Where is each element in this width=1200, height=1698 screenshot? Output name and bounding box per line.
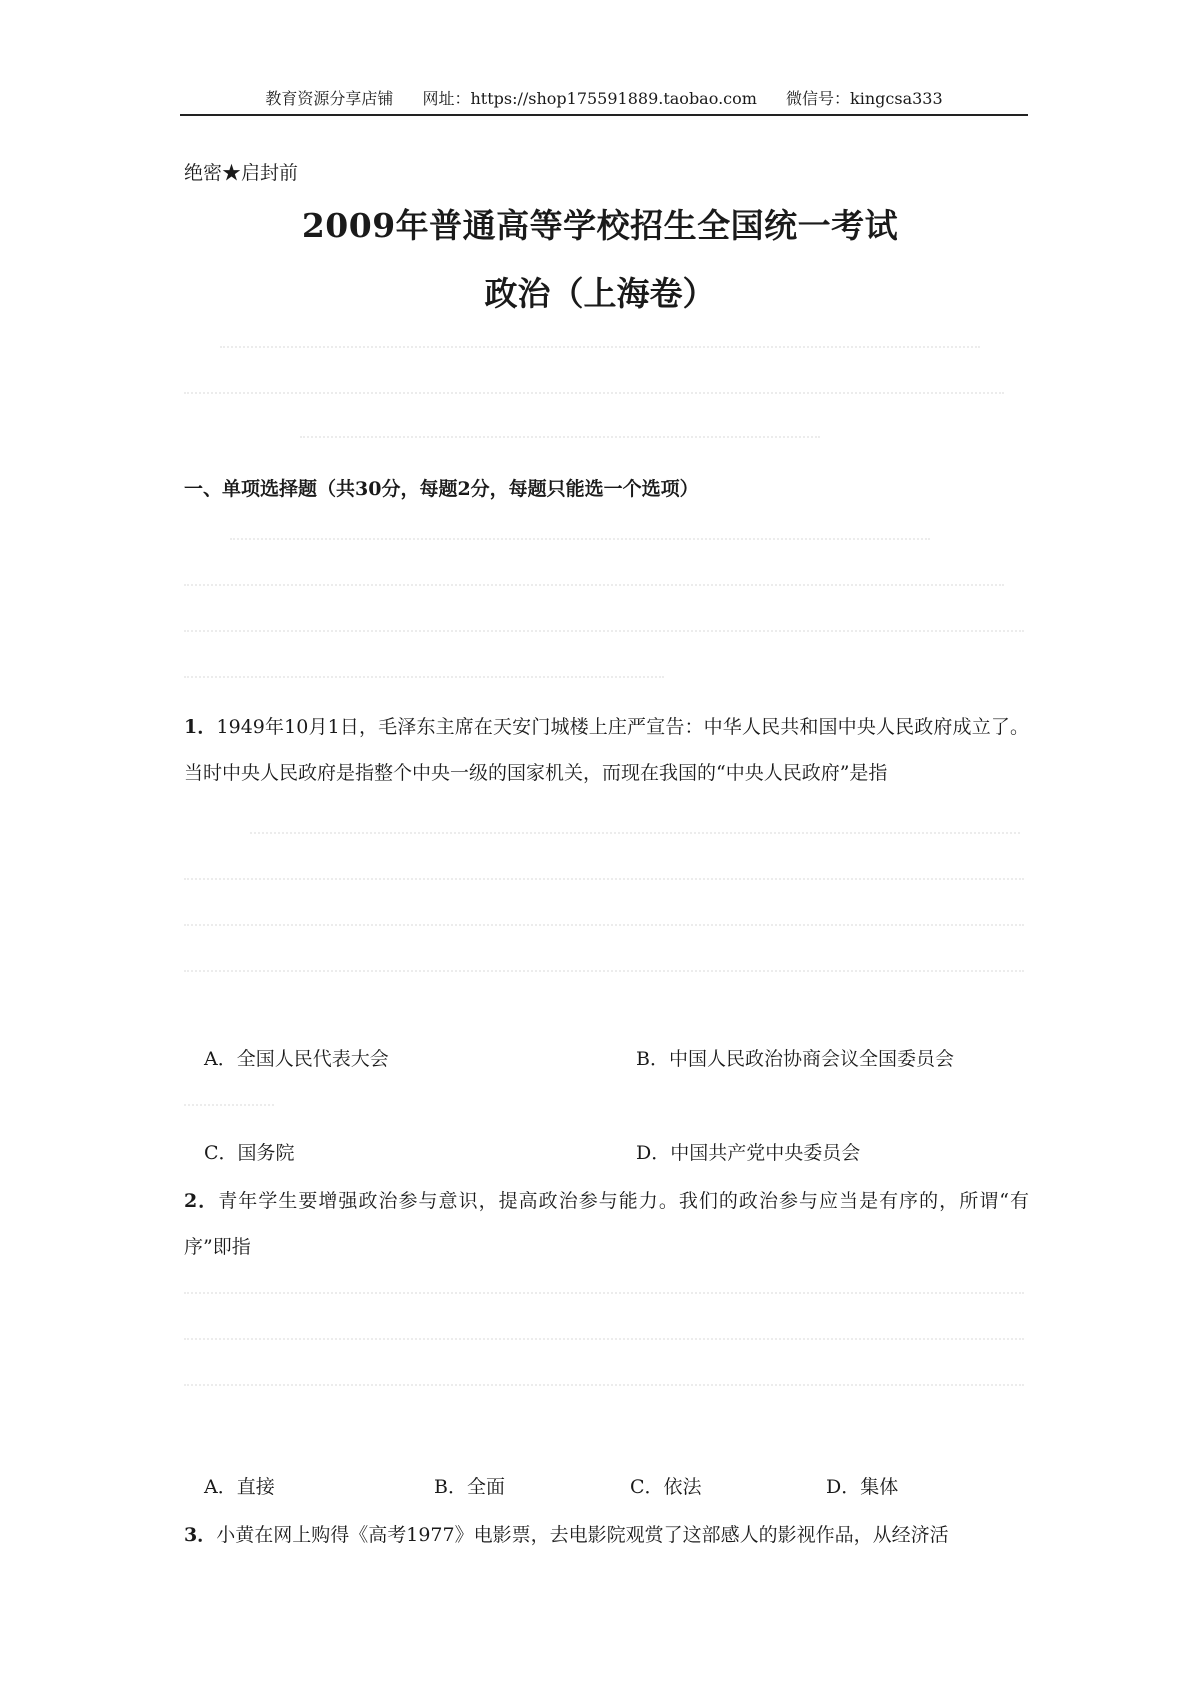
header-site: 网址：https://shop175591889.taobao.com [422, 89, 757, 108]
scan-noise [184, 1384, 1024, 1388]
scan-noise [184, 630, 1024, 634]
exam-subtitle: 政治（上海卷） [484, 274, 716, 313]
question-1 [184, 704, 1029, 796]
secret-label: 绝密★启封前 [184, 162, 299, 184]
page-header [180, 84, 1028, 116]
scan-noise [184, 1104, 274, 1108]
header-shop: 教育资源分享店铺 [265, 89, 394, 108]
scan-noise [220, 346, 980, 350]
q2-option-d: D．集体 [826, 1476, 899, 1498]
question-number: 1． [184, 716, 217, 738]
q1-option-a: A．全国人民代表大会 [204, 1048, 389, 1070]
q1-option-c: C．国务院 [204, 1142, 295, 1164]
q2-option-b: B．全面 [434, 1476, 505, 1498]
q1-option-d: D．中国共产党中央委员会 [636, 1142, 861, 1164]
question-text: 青年学生要增强政治参与意识，提高政治参与能力。我们的政治参与应当是有序的，所谓“有序”即指 [184, 1190, 1029, 1258]
question-2 [184, 1178, 1029, 1270]
scan-noise [184, 584, 1004, 588]
scan-noise [250, 832, 1020, 836]
header-wechat: 微信号：kingcsa333 [786, 89, 943, 108]
scan-noise [184, 924, 1024, 928]
scan-noise [184, 1338, 1024, 1342]
exam-title: 2009年普通高等学校招生全国统一考试 [301, 206, 899, 245]
q2-option-c: C．依法 [630, 1476, 702, 1498]
scan-noise [184, 676, 664, 680]
scan-noise [230, 538, 930, 542]
question-number: 2． [184, 1190, 219, 1212]
section-heading: 一、单项选择题（共30分，每题2分，每题只能选一个选项） [184, 478, 699, 500]
question-number: 3． [184, 1524, 217, 1546]
scan-noise [184, 1292, 1024, 1296]
scan-noise [184, 878, 1024, 882]
scan-noise [184, 970, 1024, 974]
scan-noise [300, 436, 820, 440]
scan-noise [184, 392, 1004, 396]
q1-option-b: B．中国人民政治协商会议全国委员会 [636, 1048, 954, 1070]
question-text: 小黄在网上购得《高考1977》电影票，去电影院观赏了这部感人的影视作品，从经济活 [216, 1524, 949, 1546]
question-text: 1949年10月1日，毛泽东主席在天安门城楼上庄严宣告：中华人民共和国中央人民政府成立了。当时中央人民政府是指整个中央一级的国家机关，而现在我国的“中央人民政府”是指 [184, 716, 1029, 784]
q2-option-a: A．直接 [204, 1476, 275, 1498]
question-3 [184, 1512, 1029, 1558]
